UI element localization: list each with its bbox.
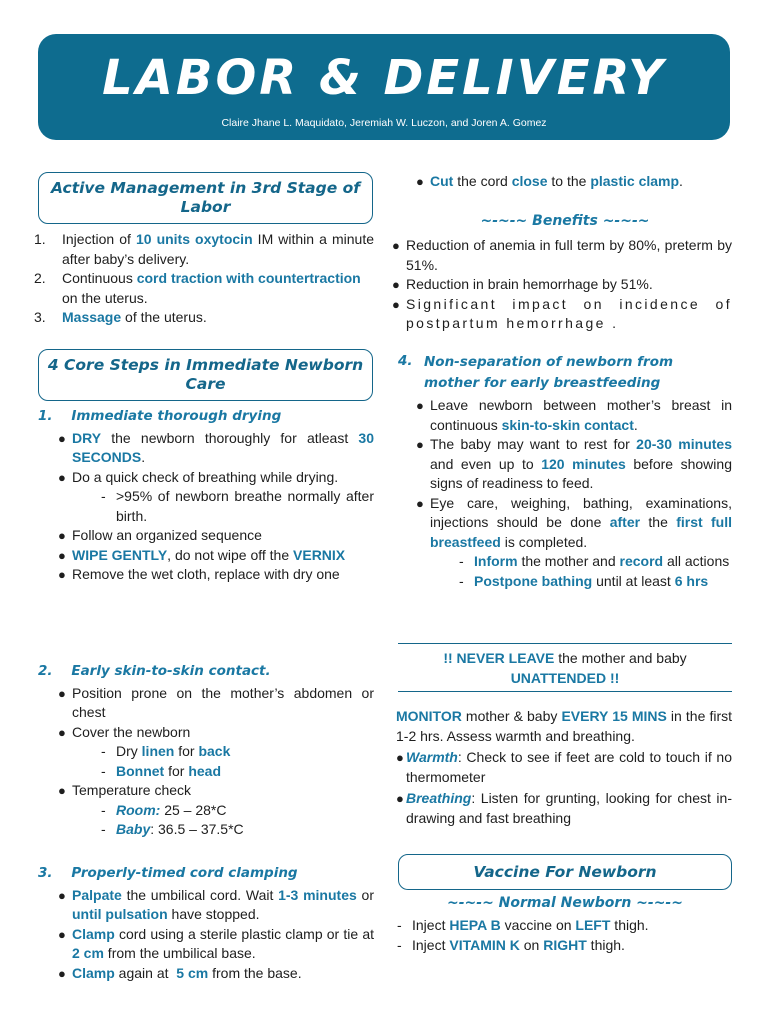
text: MONITOR [396,708,462,724]
text: Baby [116,821,151,837]
active-management-list [34,230,374,328]
text: UNATTENDED !! [510,669,620,686]
sub-list-item [101,820,374,840]
text: Continuous [62,270,137,286]
text: for [174,743,199,759]
sub-list-item [101,742,374,762]
text: Injection of [62,231,136,247]
text: Dry [116,743,142,759]
text: The baby may want to rest for [430,436,637,452]
text: mother & baby [461,708,562,724]
text: Follow an organized sequence [72,527,262,543]
dash-icon: - [101,762,106,779]
text: Warmth [406,749,458,765]
text: , do not wipe off the [167,546,294,563]
sub-list-item [459,572,732,592]
text: or [356,886,374,903]
list-item [392,236,732,275]
list-item [396,789,732,828]
bullet-icon: ● [58,965,66,981]
list-item [397,916,732,936]
text: 20-30 minutes [636,436,732,452]
text: is completed. [500,533,588,550]
text: Reduction of anemia in full term by 80%, preterm by 51%. [406,237,732,273]
list-item [416,435,732,494]
text: : Listen for grunting, looking for chest in-drawing and fast breathing [406,790,732,826]
text: on [519,936,544,953]
text: EVERY 15 MINS [561,708,667,724]
text: Significant impact on incidence of postpartum hemorrhage . [406,295,732,331]
text: Temperature check [72,782,192,798]
section-title-vaccine [398,854,732,890]
page-title: LABOR & DELIVERY [102,50,666,106]
text: Leave newborn between mother’s breast in continuous [430,397,732,433]
dash-icon: - [101,821,106,837]
text: Position prone on the mother’s abdomen or chest [72,684,374,720]
text: back [198,743,231,759]
text: VITAMIN K [449,936,520,953]
text: again at [114,964,177,981]
text: Clamp [72,964,115,981]
list-item [58,429,374,468]
dash-icon: - [459,553,464,569]
list-number: 3. [34,309,46,325]
text: have stopped. [167,906,260,922]
text: to the [547,173,591,189]
list-item [396,748,732,787]
text: 30 SECONDS [72,429,374,465]
step-3-continued [416,172,732,192]
text: the mother and [517,553,620,569]
text: Eye care, weighing, bathing, examinations, injections should be done [430,494,732,530]
text: head [188,762,222,779]
text: LEFT [575,917,611,933]
section-title-text: Active Management in 3rd Stage of Labor [50,179,361,216]
step-1-heading [38,407,374,427]
vaccine-subtitle: ~-~-~ Normal Newborn ~-~-~ [447,895,683,911]
step-title: Early skin-to-skin contact. [71,663,271,679]
benefits-list [392,236,732,334]
bullet-icon: ● [58,685,66,701]
text: before showing signs of readiness to feed. [430,455,732,491]
text: the umbilical cord. Wait [121,886,279,903]
bullet-icon: ● [416,174,424,189]
text: Inject [412,936,450,953]
list-item [58,526,374,546]
text: Clamp [72,925,115,942]
section-title-text: Vaccine For Newborn [473,862,657,881]
list-item [34,269,374,308]
benefits-title: ~-~-~ Benefits ~-~-~ [480,213,650,229]
list-item [58,565,374,585]
text: 25 – 28*C [160,801,227,818]
text: plastic clamp [590,173,680,189]
list-item [58,964,374,984]
step-3-heading [38,864,374,884]
text: Palpate [72,886,122,903]
text: of the uterus. [121,309,207,325]
sub-list-item [101,762,374,782]
bullet-icon: ● [58,430,66,446]
text: the cord [453,173,512,189]
bullet-icon: ● [58,547,66,563]
dash-icon: - [397,936,402,953]
section-title-active-management [38,172,373,224]
bullet-icon: ● [392,238,400,253]
highlight-text: Massage [62,309,122,325]
text: thigh. [586,936,625,953]
text: until pulsation [72,906,168,922]
bullet-icon: ● [58,528,66,543]
section-title-text: 4 Core Steps in Immediate Newborn Care [47,356,364,393]
text: from the umbilical base. [103,945,256,961]
text: VERNIX [293,546,346,563]
text: Inject [412,917,450,933]
text: record [619,553,664,569]
text: the [640,514,677,530]
text: . [633,416,638,433]
bullet-icon: ● [58,469,66,485]
text: Reduction in brain hemorrhage by 51%. [406,276,653,292]
step-number: 2. [38,663,53,679]
list-item [34,230,374,269]
text: first full breastfeed [430,514,732,550]
dash-icon: - [459,572,464,589]
bullet-icon: ● [392,296,400,312]
dash-icon: - [101,743,106,759]
text: 120 minutes [541,455,626,472]
text: skin-to-skin contact [501,416,634,433]
text: from the base. [208,964,302,981]
text: . [141,449,146,465]
text: WIPE GENTLY [72,546,168,563]
list-item [58,546,374,566]
list-number: 1. [34,231,46,247]
text: >95% of newborn breathe normally after birth. [116,488,374,524]
highlight-text: 10 units oxytocin [135,231,253,247]
text: 6 hrs [674,572,709,589]
divider [398,691,732,692]
step-number: 3. [38,865,53,881]
text: 1-3 minutes [278,886,357,903]
step-title: Properly-timed cord clamping [71,865,298,881]
text: Breathing [406,790,472,806]
never-leave-warning [398,649,732,688]
list-item [416,396,732,435]
dash-icon: - [101,488,106,504]
text: 2 cm [72,945,104,961]
step-3 [38,864,374,983]
step-2-heading [38,662,374,682]
sub-list-item [101,801,374,821]
list-item [58,781,374,801]
text: Postpone bathing [474,572,593,589]
text: IM within a minute after baby’s delivery. [62,231,374,267]
bullet-icon: ● [58,724,66,740]
step-2 [38,662,374,840]
step-number: 4. [398,353,413,369]
text: until at least [592,572,675,589]
text: on the uterus. [62,289,148,306]
bullet-icon: ● [58,887,66,903]
list-item [397,936,732,956]
bullet-icon: ● [396,750,404,765]
list-item [416,172,732,192]
text: close [511,173,548,189]
step-4 [398,352,732,591]
text: vaccine on [500,917,576,933]
text: linen [141,743,175,759]
list-item [58,886,374,925]
text: the newborn thoroughly for atleast [101,429,359,446]
text: thigh. [610,917,649,933]
text: Cover the newborn [72,723,191,740]
monitor-section [396,707,732,828]
text: the mother and baby [554,650,687,666]
section-title-core-steps [38,349,373,401]
list-item [58,925,374,964]
authors: Claire Jhane L. Maquidato, Jeremiah W. Luczon, and Joren A. Gomez [221,117,547,129]
text: in the first 1-2 hrs. Assess warmth and breathing. [396,708,732,744]
list-item [58,723,374,743]
bullet-icon: ● [416,398,424,413]
sub-list-item [459,552,732,572]
bullet-icon: ● [392,277,400,292]
text: RIGHT [543,936,587,953]
sub-list-item [101,487,374,526]
step-1 [38,407,374,585]
list-item [416,494,732,553]
bullet-icon: ● [416,495,424,511]
step-4-heading [398,352,732,394]
monitor-text [396,707,732,746]
text: : 36.5 – 37.5*C [150,821,244,837]
bullet-icon: ● [58,926,66,942]
text: after [609,514,641,530]
bullet-icon: ● [58,783,66,798]
divider [398,643,732,644]
text: and even up to [430,455,542,472]
dash-icon: - [397,917,402,933]
text: 5 cm [176,964,209,981]
dash-icon: - [101,801,106,818]
text: DRY [72,429,102,446]
text: Bonnet [116,762,165,779]
bullet-icon: ● [58,567,66,582]
bullet-icon: ● [416,437,424,452]
vaccine-list [397,916,732,955]
text: for [164,762,189,779]
list-item [34,308,374,328]
header-banner [38,34,730,140]
highlight-text: cord traction with countertraction [136,270,361,286]
text: !! NEVER LEAVE [443,650,555,666]
text: Remove the wet cloth, replace with dry one [72,566,340,582]
text: . [679,173,683,189]
step-title: Non-separation of newborn from mother for early breastfeeding [424,354,674,391]
text: : Check to see if feet are cold to touch if no thermometer [406,749,732,785]
text: all actions [663,553,730,569]
text: Do a quick check of breathing while drying. [72,468,339,485]
text: HEPA B [449,917,501,933]
bullet-icon: ● [396,791,404,806]
text: Inform [474,553,518,569]
list-item [58,684,374,723]
text: Cut [430,173,454,189]
step-number: 1. [38,408,53,424]
list-item [392,295,732,334]
step-title: Immediate thorough drying [71,408,282,424]
list-item [392,275,732,295]
text: Room: [116,801,161,818]
list-number: 2. [34,270,46,286]
list-item [58,468,374,488]
text: cord using a sterile plastic clamp or tie at [114,925,374,942]
